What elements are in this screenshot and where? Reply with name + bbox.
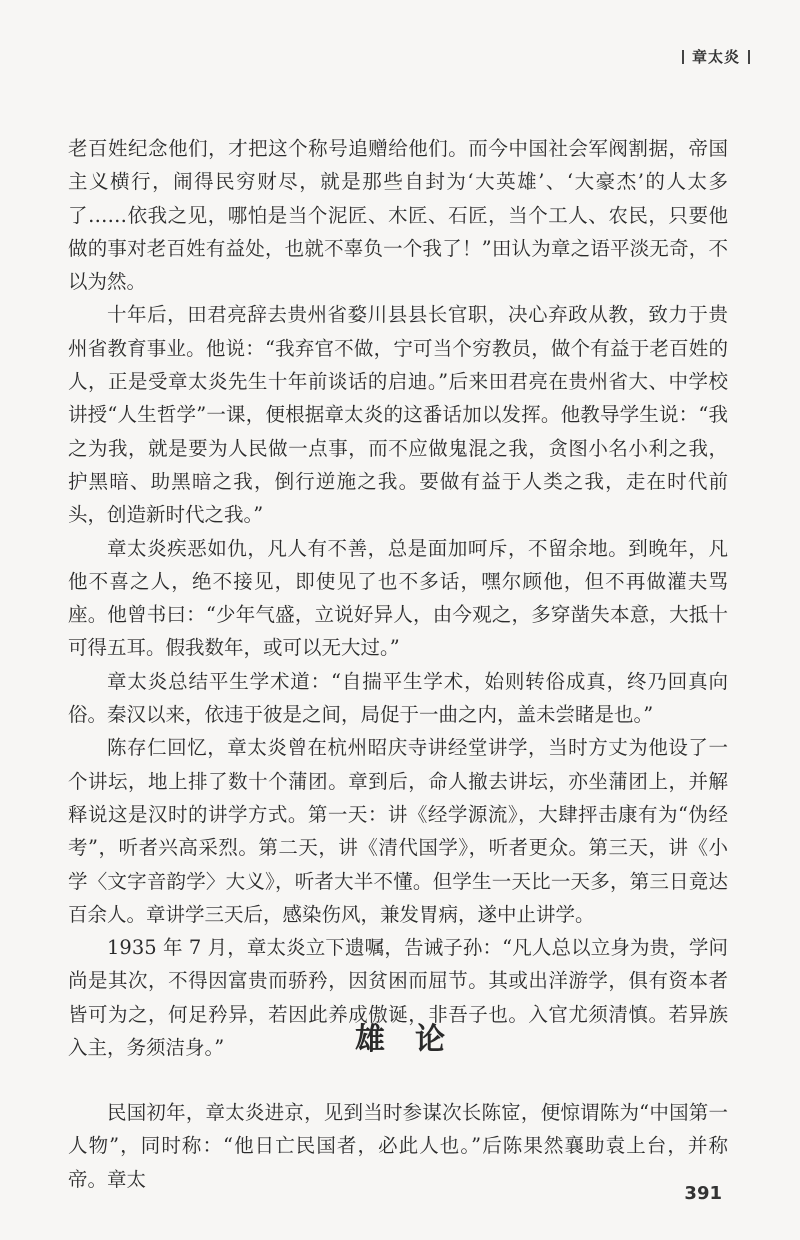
paragraph: 章太炎疾恶如仇，凡人有不善，总是面加呵斥，不留余地。到晚年，凡他不喜之人，绝不接见，即使见了也不多话，嘿尔顾他，但不再做灌夫骂座。他曾书曰：“少年气盛，立说好异人，由今观之，多穿凿失本意，大抵十可得五耳。假我数年，或可以无大过。” — [68, 536, 728, 660]
running-header — [674, 46, 758, 67]
paragraph: 十年后，田君亮辞去贵州省婺川县县长官职，决心弃政从教，致力于贵州省教育事业。他说：“我弃官不做，宁可当个穷教员，做个有益于老百姓的人，正是受章太炎先生十年前谈话的启迪。”后来田君亮在贵州省大、中学校讲授“人生哲学”一课，便根据章太炎的这番话加以发挥。他教导学生说：“我之为我，就是要为人民做一点事，而不应做鬼混之我，贪图小名小利之我，护黑暗、助黑暗之我，倒行逆施之我。要做有益于人类之我，走在时代前头，创造新时代之我。” — [68, 303, 728, 527]
paragraph: 1935 年 7 月，章太炎立下遗嘱，告诫子孙：“凡人总以立身为贵，学问尚是其次，不得因富贵而骄矜，因贫困而屈节。其或出洋游学，俱有资本者皆可为之，何足矜异，若因此养成傲诞，非吾子也。入官尤须清慎。若异族入主，务须洁身。” — [68, 936, 728, 1060]
section-heading: 雄论 — [355, 1022, 475, 1057]
section-text-block — [68, 1096, 728, 1196]
header-divider-left — [682, 50, 684, 64]
paragraph-continued: 老百姓纪念他们，才把这个称号追赠给他们。而今中国社会军阀割据，帝国主义横行，闹得民穷财尽，就是那些自封为‘大英雄’、‘大豪杰’的人太多了……依我之见，哪怕是当个泥匠、木匠、石匠，当个工人、农民，只要他做的事对老百姓有益处，也就不辜负一个我了！”田认为章之语平淡无奇，不以为然。 — [68, 137, 728, 294]
header-divider-right — [748, 50, 750, 64]
paragraph: 民国初年，章太炎进京，见到当时参谋次长陈宧，便惊谓陈为“中国第一人物”，同时称：“他日亡民国者，必此人也。”后陈果然襄助袁上台，并称帝。章太 — [68, 1101, 728, 1191]
page-number: 391 — [684, 1183, 722, 1204]
paragraph: 陈存仁回忆，章太炎曾在杭州昭庆寺讲经堂讲学，当时方丈为他设了一个讲坛，地上排了数十个蒲团。章到后，命人撤去讲坛，亦坐蒲团上，并解释说这是汉时的讲学方式。第一天：讲《经学源流》，大肆抨击康有为“伪经考”，听者兴高采烈。第二天，讲《清代国学》，听者更众。第三天，讲《小学〈文字音韵学〉大义》，听者大半不懂。但学生一天比一天多，第三日竟达百余人。章讲学三天后，感染伤风，兼发胃病，遂中止讲学。 — [68, 736, 728, 926]
paragraph: 章太炎总结平生学术道：“自揣平生学术，始则转俗成真，终乃回真向俗。秦汉以来，依违于彼是之间，局促于一曲之内，盖未尝睹是也。” — [68, 669, 728, 727]
running-title: 章太炎 — [691, 48, 740, 66]
main-text-block — [68, 132, 728, 1064]
